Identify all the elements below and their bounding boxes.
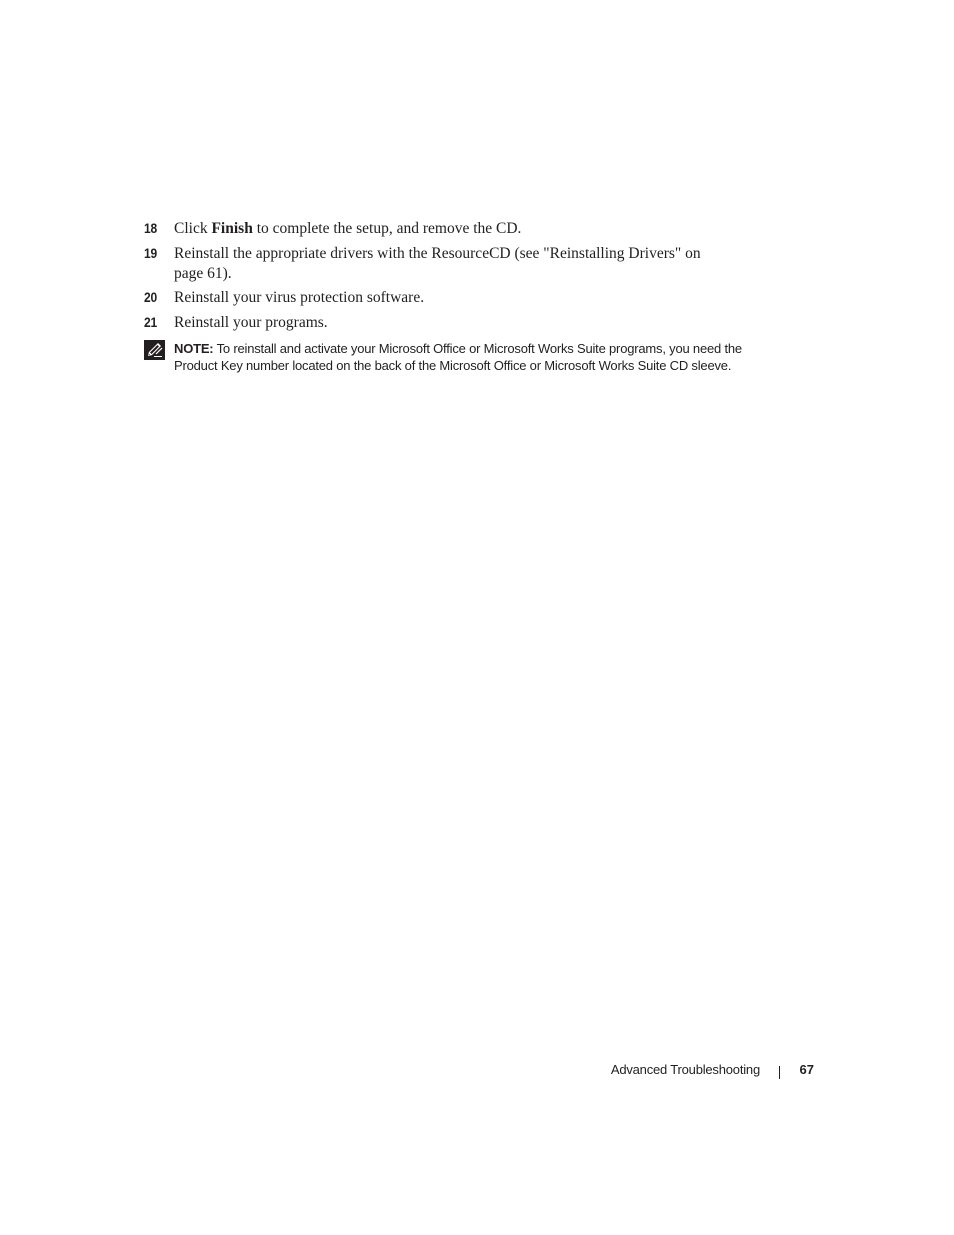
step-number: 21	[144, 314, 157, 330]
step-text: Reinstall your virus protection software.	[174, 289, 425, 306]
note-text	[174, 340, 770, 374]
step-19	[144, 244, 724, 283]
step-20	[144, 288, 724, 308]
note-block	[144, 340, 764, 374]
step-number: 18	[144, 220, 157, 236]
step-18	[144, 219, 724, 239]
footer-section-title: Advanced Troubleshooting	[610, 1062, 760, 1077]
note-body: To reinstall and activate your Microsoft Office or Microsoft Works Suite programs, you need the Product Key number located on the back of the Microsoft Office or Microsoft Works Suite CD sleeve.	[174, 341, 742, 373]
pencil-note-icon	[144, 340, 165, 360]
step-21	[144, 313, 724, 333]
step-number: 20	[144, 289, 157, 305]
step-text	[174, 219, 724, 239]
note-label: NOTE:	[174, 341, 214, 356]
step-text: Reinstall your programs.	[174, 314, 328, 331]
step-text-pre: Click	[174, 220, 212, 237]
page-footer	[560, 1062, 814, 1082]
step-text: Reinstall the appropriate drivers with the ResourceCD (see "Reinstalling Drivers" on page 61).	[174, 245, 701, 282]
step-number: 19	[144, 245, 157, 261]
step-text-bold-finish: Finish	[211, 220, 253, 237]
page-number: 67	[799, 1062, 814, 1077]
footer-divider	[779, 1066, 780, 1079]
step-text-post: to complete the setup, and remove the CD.	[252, 220, 522, 237]
